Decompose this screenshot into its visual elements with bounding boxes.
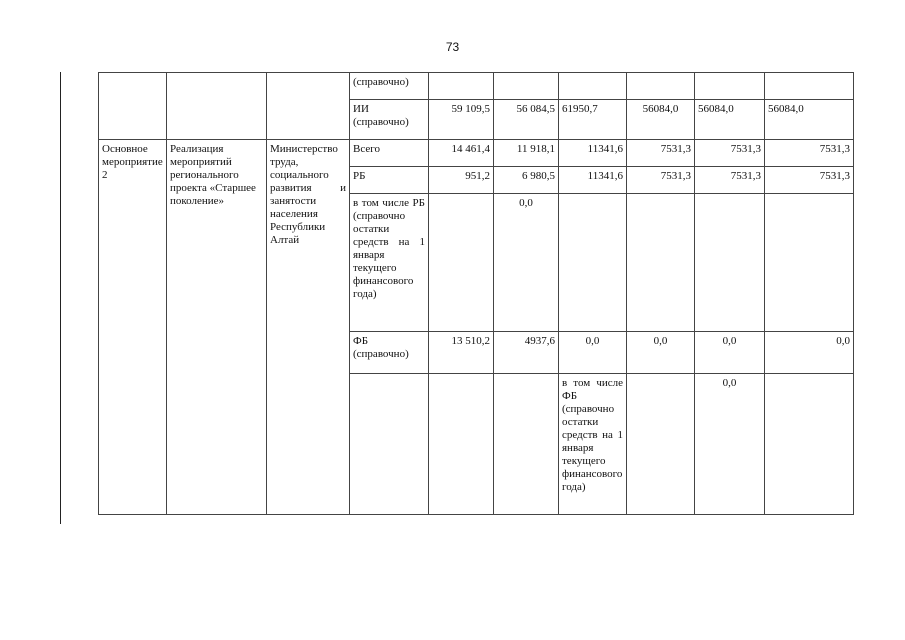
page-number: 73 <box>445 40 460 54</box>
value-cell: 56 084,5 <box>494 100 559 140</box>
value-cell: 0,0 <box>494 194 559 332</box>
table-row <box>99 140 854 167</box>
source-label: РБ <box>350 167 429 194</box>
cell-empty <box>627 73 695 100</box>
cell-empty <box>765 194 854 332</box>
value-cell: 6 980,5 <box>494 167 559 194</box>
responsible-executor: Министерство труда, социального развития и занятости населения Республики Алтай <box>267 140 350 515</box>
cell-empty <box>429 374 494 515</box>
cell-empty <box>494 374 559 515</box>
value-cell: 7531,3 <box>695 140 765 167</box>
value-cell: 7531,3 <box>765 167 854 194</box>
value-cell: 11341,6 <box>559 167 627 194</box>
cell-empty <box>627 374 695 515</box>
cell-empty <box>350 374 429 515</box>
cell-empty <box>559 194 627 332</box>
cell-empty <box>267 73 350 140</box>
value-cell: 61950,7 <box>559 100 627 140</box>
value-cell: 56084,0 <box>765 100 854 140</box>
cell-empty <box>494 73 559 100</box>
cell-empty <box>559 73 627 100</box>
budget-table <box>98 72 854 515</box>
value-cell: 7531,3 <box>627 140 695 167</box>
source-label: в том числе РБ (справочно остатки средств на 1 января текущего финансового года) <box>350 194 429 332</box>
value-cell: 7531,3 <box>627 167 695 194</box>
value-cell: 14 461,4 <box>429 140 494 167</box>
source-label: ИИ (справочно) <box>350 100 429 140</box>
value-cell: 0,0 <box>559 332 627 374</box>
cell-empty <box>695 194 765 332</box>
value-cell: 0,0 <box>695 374 765 515</box>
value-cell: 4937,6 <box>494 332 559 374</box>
source-label: в том числе ФБ (справочно остатки средств на 1 января текущего финансового года) <box>559 374 627 515</box>
table-row <box>99 73 854 100</box>
cell-empty <box>765 374 854 515</box>
cell-empty <box>765 73 854 100</box>
cell-empty <box>99 73 167 140</box>
event-description: Реализация мероприятий регионального проекта «Старшее поколение» <box>167 140 267 515</box>
value-cell: 56084,0 <box>695 100 765 140</box>
cell-empty <box>167 73 267 140</box>
value-cell: 7531,3 <box>765 140 854 167</box>
value-cell: 11 918,1 <box>494 140 559 167</box>
source-label: Всего <box>350 140 429 167</box>
cell-empty <box>627 194 695 332</box>
cell-empty <box>695 73 765 100</box>
value-cell: 59 109,5 <box>429 100 494 140</box>
value-cell: 11341,6 <box>559 140 627 167</box>
source-label: ФБ (справочно) <box>350 332 429 374</box>
source-label: (справочно) <box>350 73 429 100</box>
event-name: Основное мероприятие 2 <box>99 140 167 515</box>
value-cell: 13 510,2 <box>429 332 494 374</box>
value-cell: 0,0 <box>627 332 695 374</box>
value-cell: 0,0 <box>765 332 854 374</box>
cell-empty <box>429 73 494 100</box>
value-cell: 56084,0 <box>627 100 695 140</box>
value-cell: 0,0 <box>695 332 765 374</box>
value-cell: 951,2 <box>429 167 494 194</box>
cell-empty <box>429 194 494 332</box>
table-left-border <box>60 72 61 524</box>
value-cell: 7531,3 <box>695 167 765 194</box>
